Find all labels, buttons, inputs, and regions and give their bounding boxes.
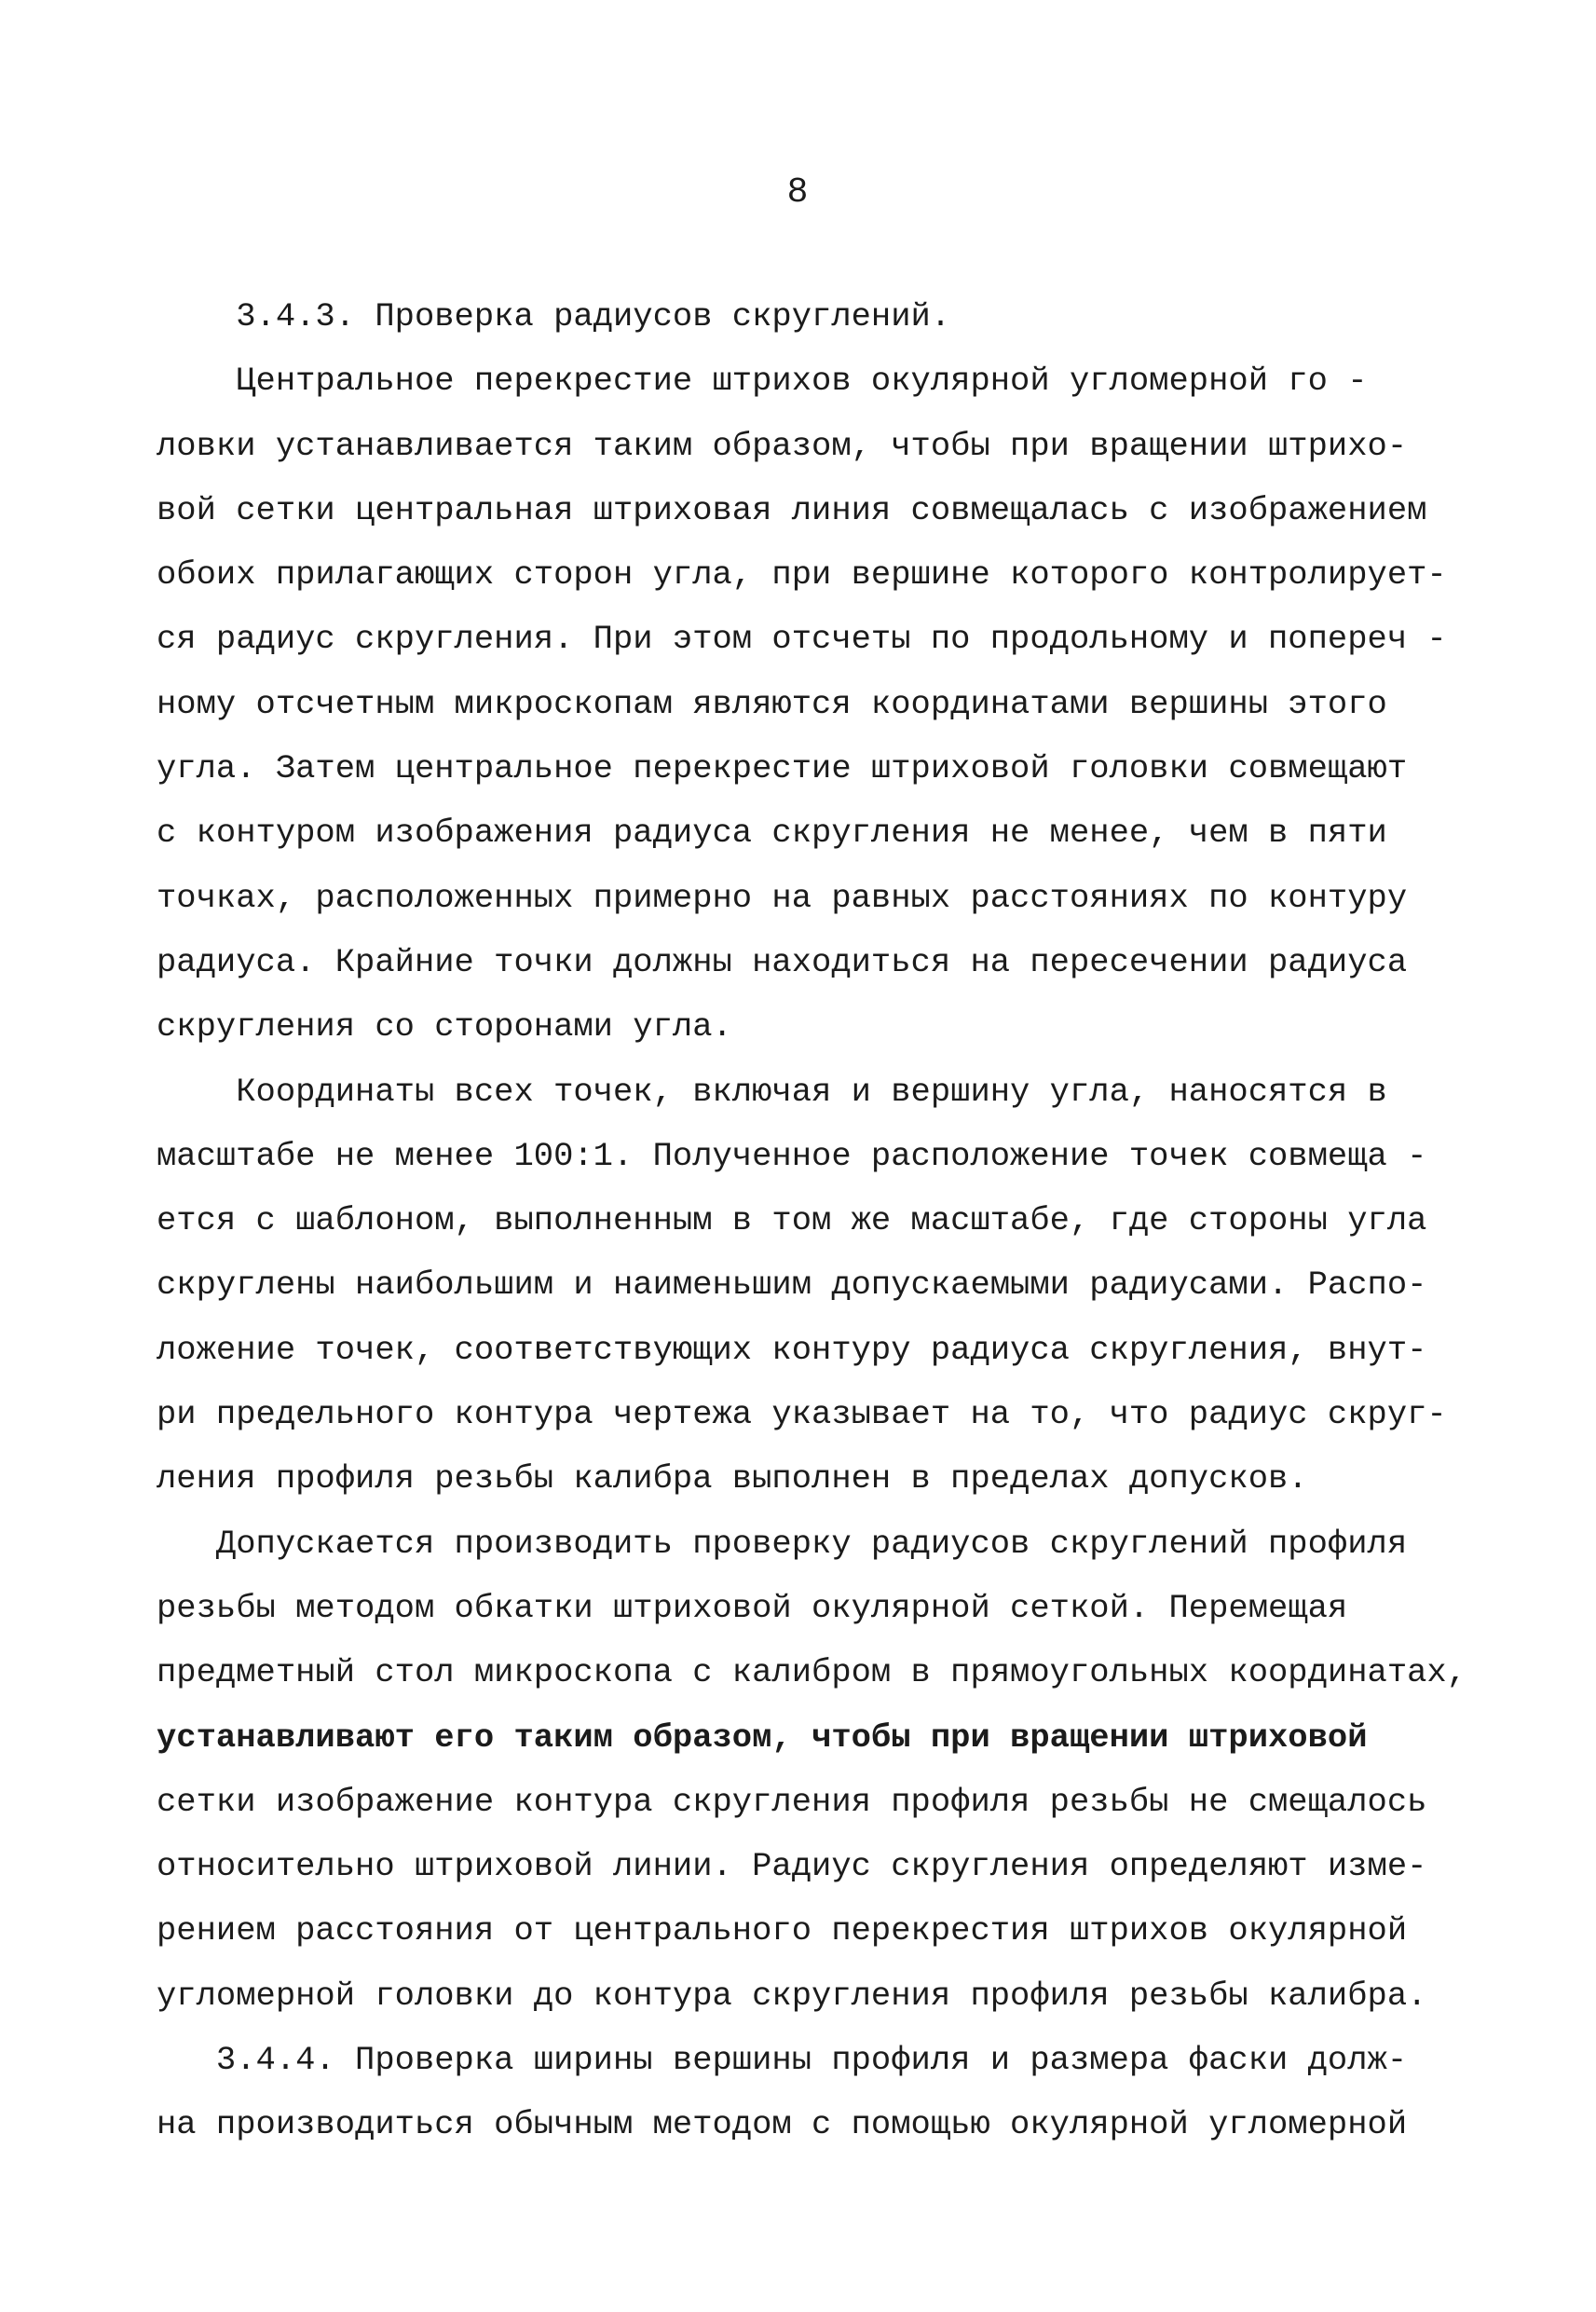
text-line: на производиться обычным методом с помощью окулярной угломерной: [157, 2105, 1408, 2144]
text-line: скруглены наибольшим и наименьшим допускаемыми радиусами. Распо-: [157, 1265, 1427, 1305]
text-line: точках, расположенных примерно на равных расстояниях по контуру: [157, 878, 1408, 917]
text-line: ления профиля резьбы калибра выполнен в пределах допусков.: [157, 1459, 1308, 1498]
text-line: сетки изображение контура скругления профиля резьбы не смещалось: [157, 1782, 1427, 1821]
text-line: ся радиус скругления. При этом отсчеты по продольному и попереч -: [157, 620, 1447, 659]
text-line: вой сетки центральная штриховая линия совмещалась с изображением: [157, 490, 1427, 529]
text-line: предметный стол микроскопа с калибром в прямоугольных координатах,: [157, 1653, 1467, 1692]
text-line: ловки устанавливается таким образом, чтобы при вращении штрихо-: [157, 426, 1408, 465]
text-line: ется с шаблоном, выполненным в том же масштабе, где стороны угла: [157, 1201, 1427, 1240]
text-line: угла. Затем центральное перекрестие штриховой головки совмещают: [157, 749, 1408, 788]
section-heading-3-4-4: 3.4.4. Проверка ширины вершины профиля и размера фаски долж-: [157, 2041, 1408, 2080]
body-text: [157, 284, 1467, 2157]
text-line: ному отсчетным микроскопам являются координатами вершины этого: [157, 684, 1387, 723]
text-line: угломерной головки до контура скругления профиля резьбы калибра.: [157, 1976, 1427, 2015]
text-line: рением расстояния от центрального перекрестия штрихов окулярной: [157, 1911, 1408, 1950]
text-line: ри предельного контура чертежа указывает на то, что радиус скруг-: [157, 1395, 1447, 1434]
text-line: Координаты всех точек, включая и вершину угла, наносятся в: [157, 1072, 1387, 1111]
section-heading-3-4-3: 3.4.3. Проверка радиусов скруглений.: [157, 297, 951, 335]
text-line: скругления со сторонами угла.: [157, 1007, 732, 1047]
text-line: масштабе не менее 100:1. Полученное расположение точек совмеща -: [157, 1136, 1427, 1175]
page-number: 8: [786, 172, 810, 212]
text-line: обоих прилагающих сторон угла, при вершине которого контролирует-: [157, 555, 1447, 595]
text-line: Центральное перекрестие штрихов окулярной угломерной го -: [157, 362, 1368, 401]
text-line: радиуса. Крайние точки должны находиться на пересечении радиуса: [157, 942, 1408, 981]
text-line: устанавливают его таким образом, чтобы при вращении штриховой: [157, 1717, 1368, 1757]
text-line: Допускается производить проверку радиусов скруглений профиля: [157, 1524, 1408, 1563]
text-line: относительно штриховой линии. Радиус скругления определяют изме-: [157, 1847, 1427, 1886]
text-line: резьбы методом обкатки штриховой окулярной сеткой. Перемещая: [157, 1588, 1348, 1627]
text-line: ложение точек, соответствующих контуру радиуса скругления, внут-: [157, 1330, 1427, 1369]
text-line: с контуром изображения радиуса скругления не менее, чем в пяти: [157, 814, 1387, 853]
